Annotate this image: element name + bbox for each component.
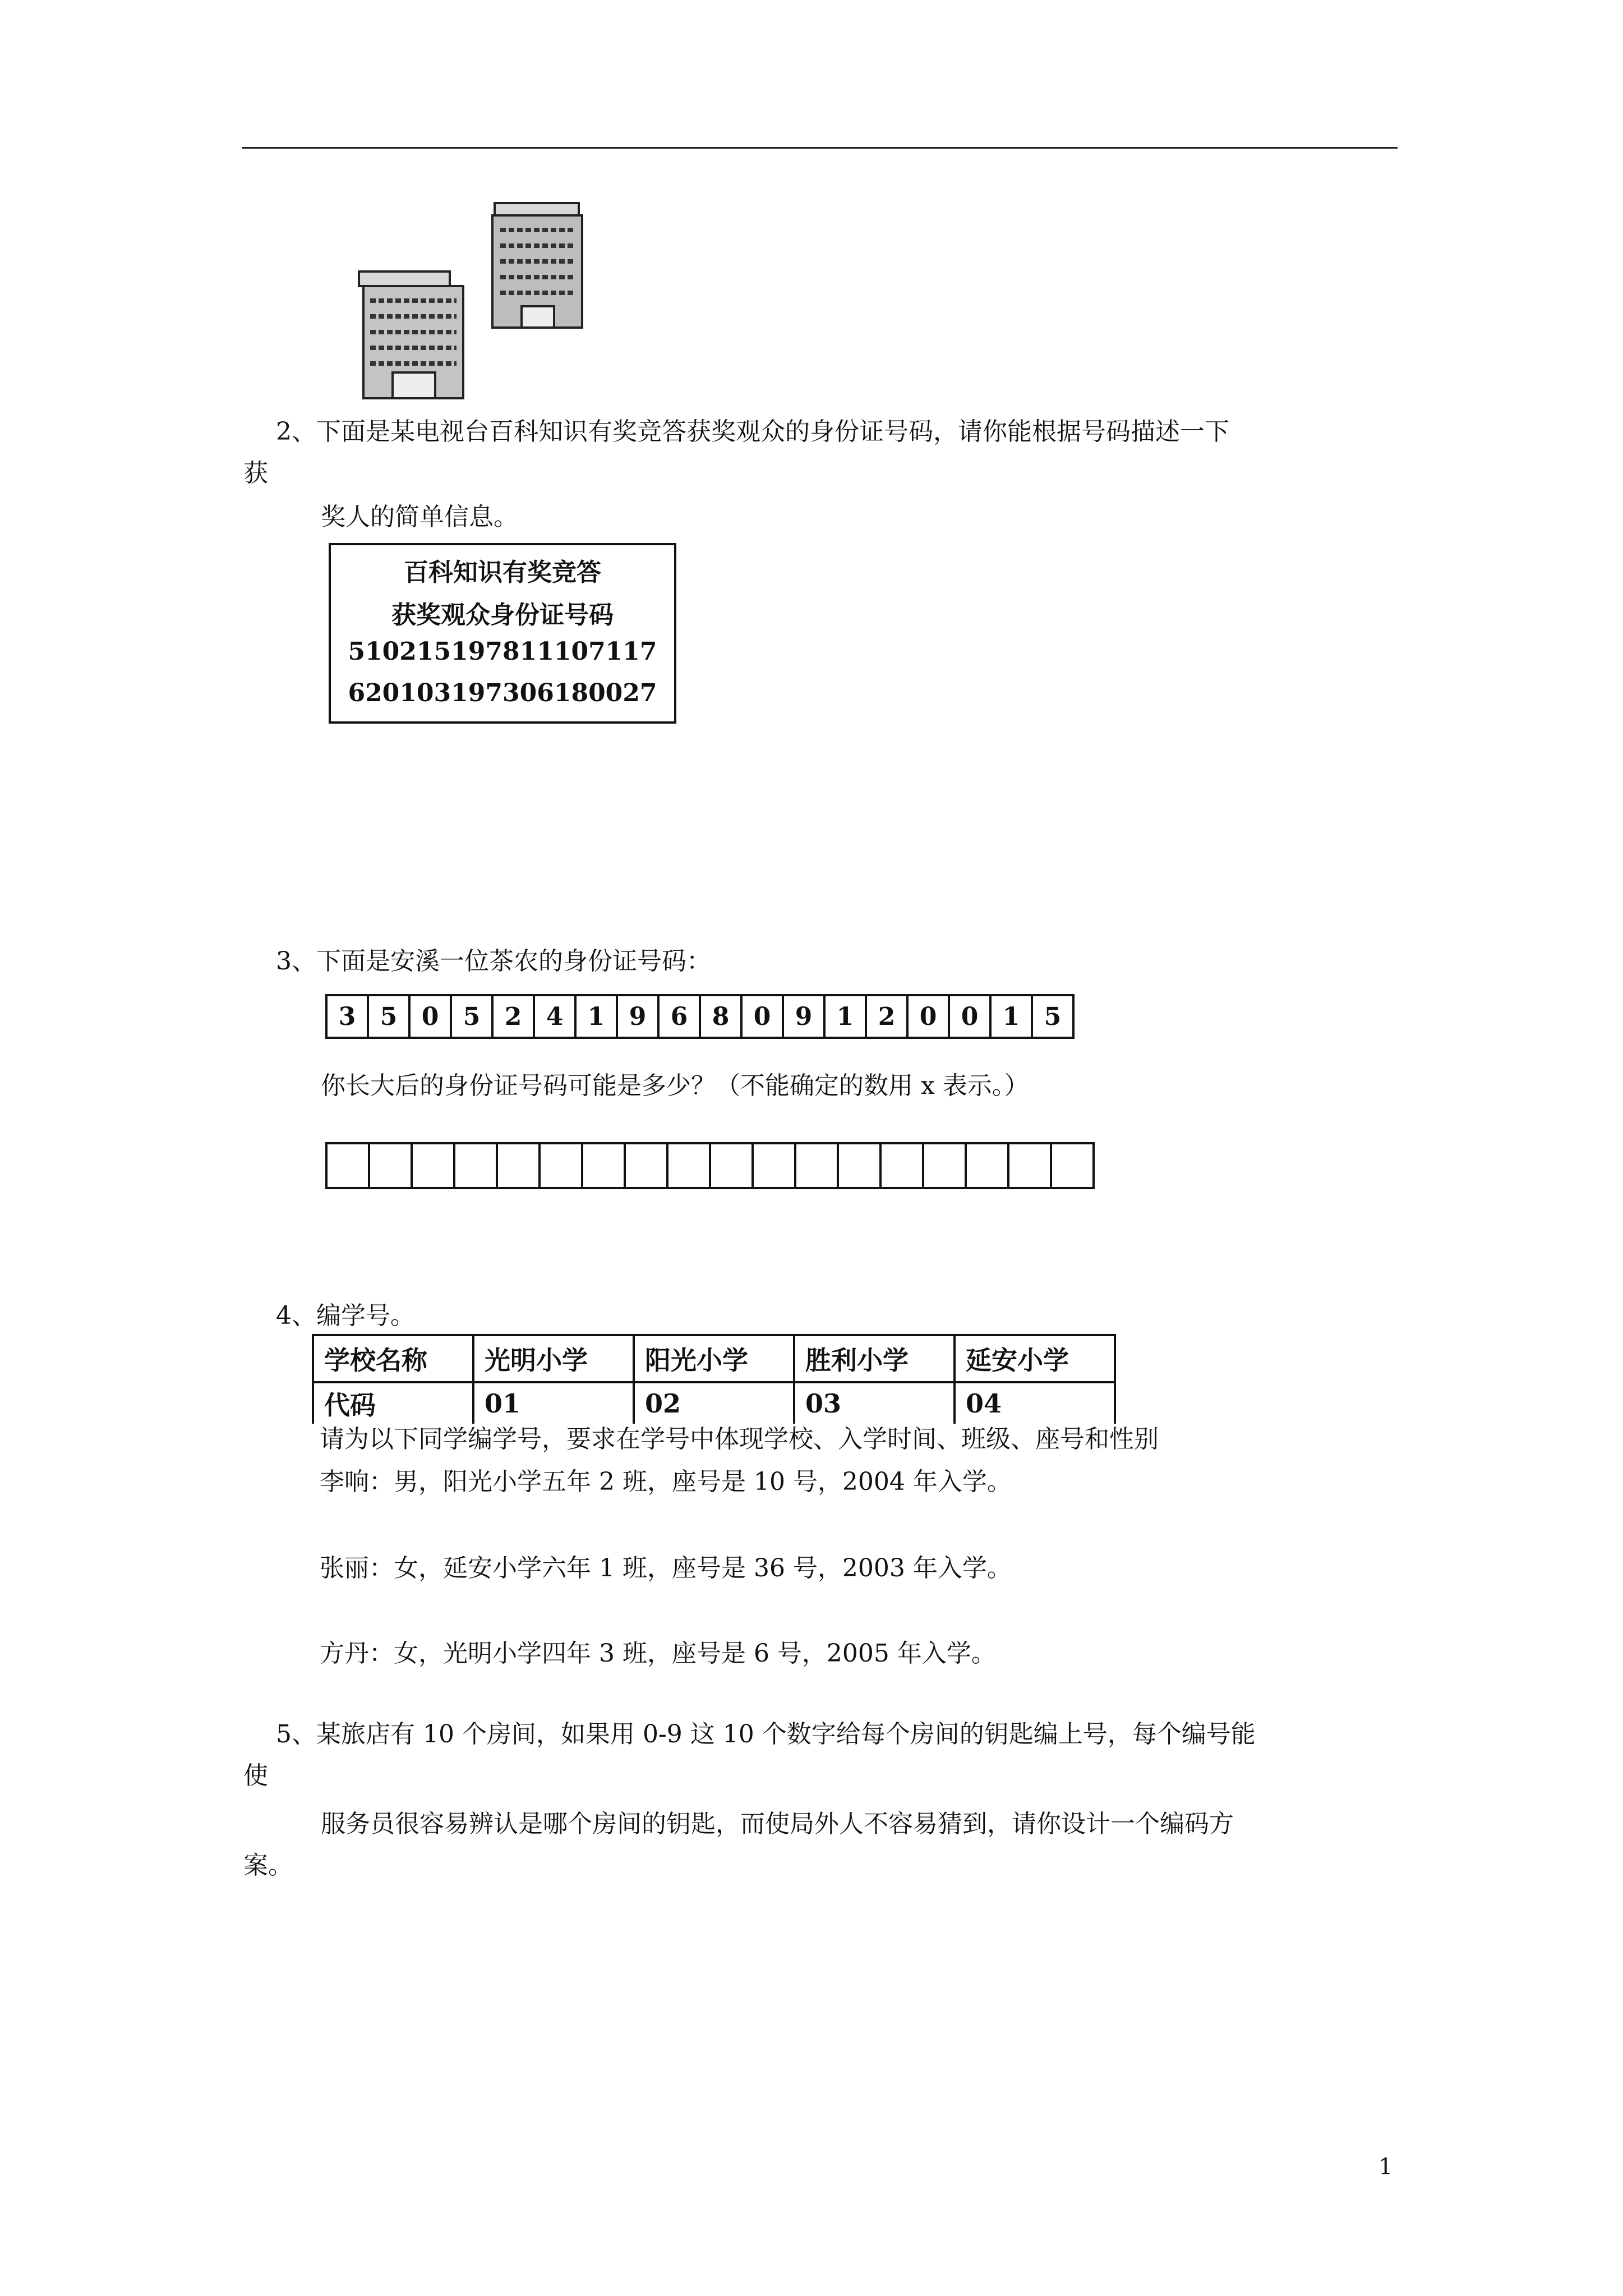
id-blank-cell[interactable] — [880, 1143, 923, 1188]
prize-id-1: 510215197811107117 — [348, 637, 657, 666]
id-digit-cell: 3 — [326, 995, 368, 1038]
id-blank-cell[interactable] — [923, 1143, 966, 1188]
page-number: 1 — [1378, 2154, 1393, 2180]
school-code-cell: 04 — [955, 1382, 1115, 1424]
farmer-id-digits — [325, 994, 1075, 1039]
id-digit-cell: 1 — [824, 995, 866, 1038]
school-code-cell: 01 — [473, 1382, 634, 1424]
q3-line-1: 3、下面是安溪一位茶农的身份证号码： — [276, 947, 711, 976]
id-digit-cell: 6 — [658, 995, 700, 1038]
id-digit-cell: 5 — [451, 995, 492, 1038]
id-digit-cell: 1 — [990, 995, 1032, 1038]
school-header-cell: 光明小学 — [473, 1335, 634, 1382]
id-blank-cell[interactable] — [454, 1143, 497, 1188]
school-code-cell: 02 — [634, 1382, 794, 1424]
school-code-cell: 代码 — [313, 1382, 473, 1424]
prize-id-box — [329, 543, 676, 724]
school-header-cell: 阳光小学 — [634, 1335, 794, 1382]
id-blank-cell[interactable] — [540, 1143, 582, 1188]
answer-id-boxes[interactable] — [325, 1142, 1095, 1189]
id-digit-cell: 9 — [783, 995, 824, 1038]
q2-line-2: 获 — [243, 459, 268, 487]
prize-box-title-2: 获奖观众身份证号码 — [391, 601, 614, 629]
id-blank-cell[interactable] — [966, 1143, 1008, 1188]
id-blank-cell[interactable] — [795, 1143, 838, 1188]
id-digit-cell: 2 — [866, 995, 907, 1038]
id-blank-cell[interactable] — [497, 1143, 540, 1188]
school-header-cell: 胜利小学 — [794, 1335, 955, 1382]
q5-line-3: 服务员很容易辨认是哪个房间的钥匙，而使局外人不容易猜到，请你设计一个编码方 — [321, 1810, 1234, 1838]
q4-instruction: 请为以下同学编学号，要求在学号中体现学校、入学时间、班级、座号和性别 — [320, 1425, 1159, 1453]
id-digit-cell: 0 — [949, 995, 990, 1038]
q5-line-1: 5、某旅店有 10 个房间，如果用 0-9 这 10 个数字给每个房间的钥匙编上号，每个编号能 — [276, 1720, 1256, 1749]
q2-line-1: 2、下面是某电视台百科知识有奖竞答获奖观众的身份证号码，请你能根据号码描述一下 — [276, 417, 1229, 446]
school-header-cell: 学校名称 — [313, 1335, 473, 1382]
id-digit-cell: 2 — [492, 995, 534, 1038]
id-digit-cell: 8 — [700, 995, 741, 1038]
id-blank-cell[interactable] — [710, 1143, 753, 1188]
id-digit-cell: 9 — [617, 995, 658, 1038]
id-digit-cell: 1 — [575, 995, 617, 1038]
id-blank-cell[interactable] — [667, 1143, 710, 1188]
id-blank-cell[interactable] — [412, 1143, 454, 1188]
id-blank-cell[interactable] — [625, 1143, 667, 1188]
school-header-cell: 延安小学 — [955, 1335, 1115, 1382]
id-blank-cell[interactable] — [753, 1143, 795, 1188]
student-li-xiang: 李响：男，阳光小学五年 2 班，座号是 10 号，2004 年入学。 — [320, 1467, 1012, 1496]
student-zhang-li: 张丽：女，延安小学六年 1 班，座号是 36 号，2003 年入学。 — [320, 1554, 1012, 1582]
q2-line-3: 奖人的简单信息。 — [321, 503, 518, 531]
id-digit-cell: 0 — [409, 995, 451, 1038]
school-code-cell: 03 — [794, 1382, 955, 1424]
q5-line-4: 案。 — [243, 1851, 293, 1880]
school-code-table — [312, 1334, 1116, 1424]
id-blank-cell[interactable] — [582, 1143, 625, 1188]
id-blank-cell[interactable] — [326, 1143, 369, 1188]
id-digit-cell: 4 — [534, 995, 575, 1038]
id-blank-cell[interactable] — [1051, 1143, 1094, 1188]
id-digit-cell: 5 — [368, 995, 409, 1038]
q4-title: 4、编学号。 — [276, 1301, 415, 1330]
id-blank-cell[interactable] — [1008, 1143, 1051, 1188]
id-digit-cell: 0 — [907, 995, 949, 1038]
student-fang-dan: 方丹：女，光明小学四年 3 班，座号是 6 号，2005 年入学。 — [320, 1639, 996, 1668]
id-blank-cell[interactable] — [838, 1143, 880, 1188]
q5-line-2: 使 — [243, 1761, 268, 1790]
id-digit-cell: 5 — [1032, 995, 1073, 1038]
id-blank-cell[interactable] — [369, 1143, 412, 1188]
q3-prompt: 你长大后的身份证号码可能是多少？（不能确定的数用 x 表示。） — [321, 1071, 1029, 1100]
buildings-illustration — [353, 201, 617, 403]
prize-box-title-1: 百科知识有奖竞答 — [404, 558, 601, 587]
prize-id-2: 620103197306180027 — [348, 679, 657, 707]
id-digit-cell: 0 — [741, 995, 783, 1038]
header-rule — [242, 147, 1398, 149]
